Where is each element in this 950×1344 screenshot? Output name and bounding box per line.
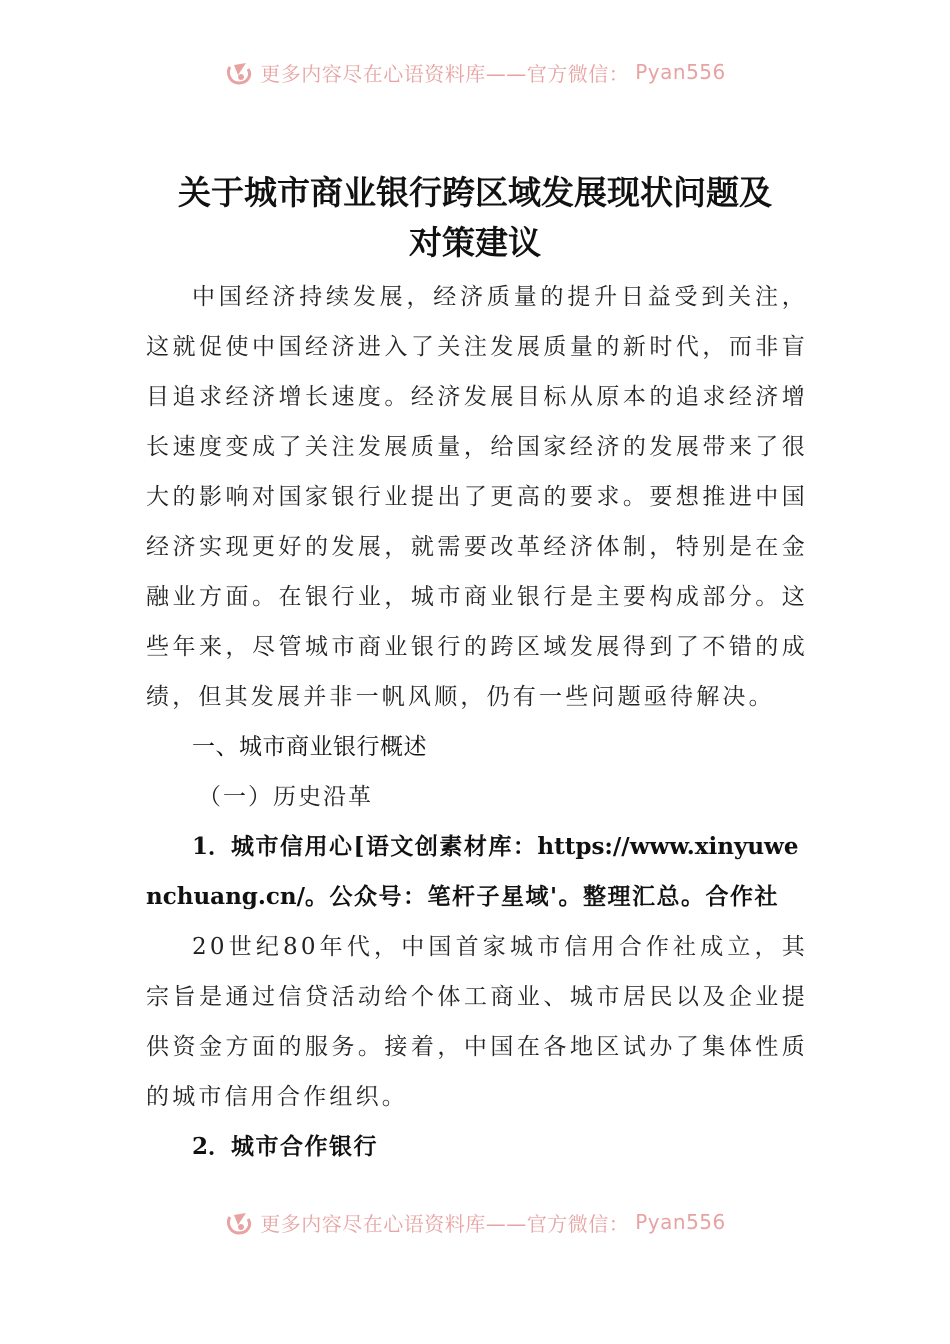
item-heading-1: [146, 822, 808, 922]
watermark-handle: Pyan556: [635, 60, 726, 84]
logo-icon: [224, 57, 254, 87]
item-paragraph-1: 20世纪80年代，中国首家城市信用合作社成立，其宗旨是通过信贷活动给个体工商业、城市居民以及企业提供资金方面的服务。接着，中国在各地区试办了集体性质的城市信用合作组织。: [146, 934, 808, 1110]
title-line-1: 关于城市商业银行跨区域发展现状问题及: [178, 173, 772, 212]
item-heading-text-cont: 。公众号：笔杆子星域'。整理汇总。合作社: [305, 883, 780, 910]
source-link[interactable]: https://www.xinyuwenchuang.cn/: [146, 833, 799, 910]
item-heading-2: [146, 1122, 808, 1172]
item-number: 1．: [192, 833, 232, 860]
title-line-2: 对策建议: [409, 223, 541, 262]
watermark-text: 更多内容尽在心语资料库——官方微信：: [260, 61, 630, 86]
subsection-heading: （一）历史沿革: [198, 784, 373, 810]
item-heading-text: 城市信用心[语文创素材库：: [231, 833, 538, 860]
document-title: [140, 168, 810, 268]
intro-paragraph: 中国经济持续发展，经济质量的提升日益受到关注，这就促使中国经济进入了关注发展质量的新时代，而非盲目追求经济增长速度。经济发展目标从原本的追求经济增长速度变成了关注发展质量，给国家经济的发展带来了很大的影响对国家银行业提出了更高的要求。要想推进中国经济实现更好的发展，就需要改革经济体制，特别是在金融业方面。在银行业，城市商业银行是主要构成部分。这些年来，尽管城市商业银行的跨区域发展得到了不错的成绩，但其发展并非一帆风顺，仍有一些问题亟待解决。: [146, 284, 808, 710]
logo-icon: [224, 1207, 254, 1237]
section-heading: 一、城市商业银行概述: [192, 734, 427, 760]
item-heading-text: 城市合作银行: [231, 1133, 379, 1160]
item-number: 2．: [192, 1133, 232, 1160]
watermark-top: [0, 52, 950, 92]
watermark-bottom: [0, 1202, 950, 1242]
watermark-handle: Pyan556: [635, 1210, 726, 1234]
document-body: [146, 272, 808, 1172]
watermark-text: 更多内容尽在心语资料库——官方微信：: [260, 1211, 630, 1236]
